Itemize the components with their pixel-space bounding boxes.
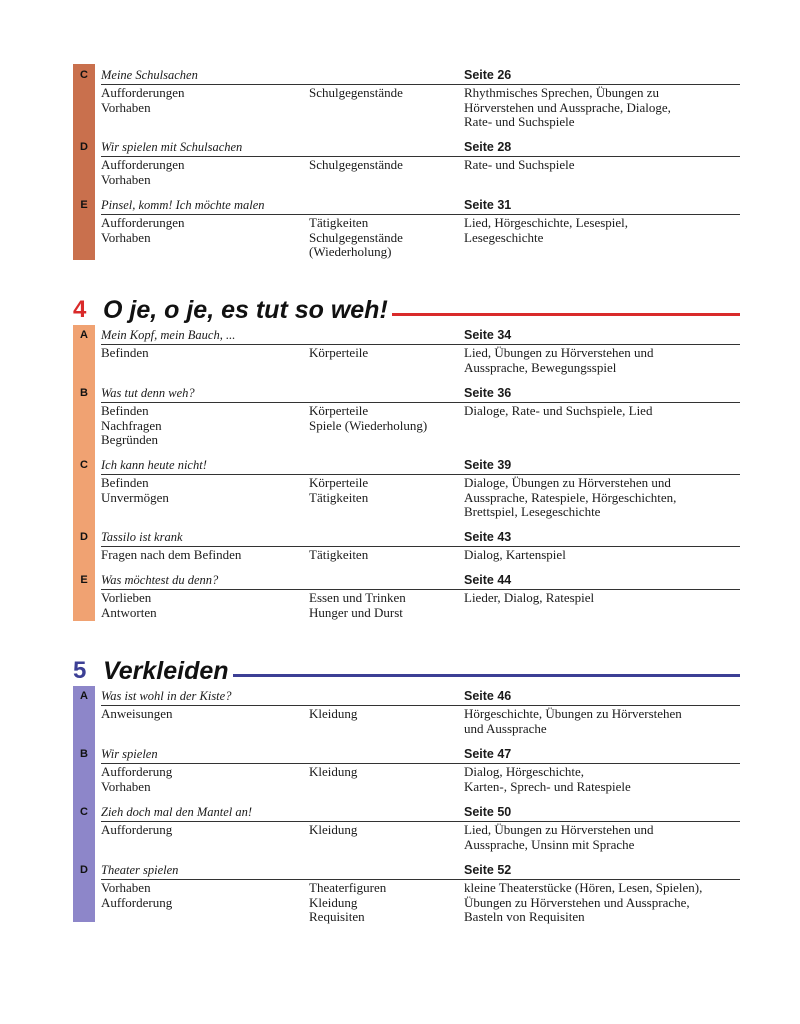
lesson-activities: Dialog, Kartenspiel [464, 547, 566, 562]
lesson-vocabulary: Schulgegenstände [309, 157, 403, 172]
lesson-title: Meine Schulsachen [101, 68, 198, 82]
lesson-title: Ich kann heute nicht! [101, 458, 207, 472]
lesson-5d [73, 862, 740, 932]
lesson-activities: Dialoge, Rate- und Suchspiele, Lied [464, 403, 653, 418]
section-title: Verkleiden [103, 655, 233, 687]
lesson-letter: C [80, 806, 88, 818]
lesson-divider [101, 589, 740, 590]
lesson-title: Was ist wohl in der Kiste? [101, 689, 232, 703]
lesson-vocabulary: Schulgegenstände [309, 85, 403, 100]
lesson-divider [101, 763, 740, 764]
lesson-activities: Rate- und Suchspiele [464, 157, 575, 172]
lesson-letter: D [80, 531, 88, 543]
lesson-intentions: Fragen nach dem Befinden [101, 547, 242, 562]
lesson-activities: Lieder, Dialog, Ratespiel [464, 590, 595, 605]
lesson-page: Seite 46 [464, 689, 512, 703]
lesson-intentions: Befinden [101, 345, 149, 360]
lesson-vocabulary: Körperteile [309, 345, 369, 360]
lesson-page: Seite 26 [464, 68, 512, 82]
lesson-vocabulary: Tätigkeiten [309, 547, 369, 562]
lesson-page: Seite 36 [464, 386, 512, 400]
section-number: 5 [73, 657, 87, 684]
lesson-title: Was möchtest du denn? [101, 573, 219, 587]
section-5-heading [73, 655, 740, 691]
lesson-activities: Lied, Hörgeschichte, Lesespiel, Lesegeschichte [464, 215, 629, 245]
lesson-letter: E [80, 199, 88, 211]
lesson-intentions: Aufforderung [101, 822, 173, 837]
lesson-page: Seite 52 [464, 863, 512, 877]
lesson-divider [101, 214, 740, 215]
lesson-activities: Hörgeschichte, Übungen zu Hörverstehen und Aussprache [464, 706, 682, 736]
lesson-letter: A [80, 329, 88, 341]
lesson-letter: A [80, 690, 88, 702]
lesson-intentions: Befinden Nachfragen Begründen [101, 403, 162, 447]
lesson-4a [73, 327, 740, 383]
lesson-page: Seite 50 [464, 805, 512, 819]
lesson-vocabulary: Theaterfiguren Kleidung Requisiten [309, 880, 387, 924]
lesson-3d [73, 139, 740, 195]
lesson-letter: D [80, 864, 88, 876]
lesson-page: Seite 28 [464, 140, 512, 154]
lesson-letter: C [80, 459, 88, 471]
lesson-letter: D [80, 141, 88, 153]
lesson-3e [73, 197, 740, 267]
lesson-4b [73, 385, 740, 455]
lesson-title: Tassilo ist krank [101, 530, 183, 544]
lesson-page: Seite 44 [464, 573, 512, 587]
lesson-intentions: Anweisungen [101, 706, 173, 721]
lesson-title: Wir spielen mit Schulsachen [101, 140, 243, 154]
section-title: O je, o je, es tut so weh! [103, 294, 392, 326]
lesson-page: Seite 43 [464, 530, 512, 544]
lesson-title: Wir spielen [101, 747, 158, 761]
lesson-4e [73, 572, 740, 628]
lesson-page: Seite 31 [464, 198, 512, 212]
lesson-activities: Rhythmisches Sprechen, Übungen zu Hörverstehen und Aussprache, Dialoge, Rate- und Suchspiele [464, 85, 671, 129]
lesson-intentions: Aufforderungen Vorhaben [101, 215, 185, 245]
lesson-letter: B [80, 748, 88, 760]
lesson-vocabulary: Essen und Trinken Hunger und Durst [309, 590, 406, 620]
lesson-4c [73, 457, 740, 527]
lesson-title: Theater spielen [101, 863, 179, 877]
section-4-heading [73, 294, 740, 330]
lesson-5c [73, 804, 740, 860]
lesson-title: Pinsel, komm! Ich möchte malen [101, 198, 265, 212]
lesson-activities: kleine Theaterstücke (Hören, Lesen, Spielen), Übungen zu Hörverstehen und Aussprache, Basteln von Requisiten [464, 880, 703, 924]
lesson-title: Mein Kopf, mein Bauch, ... [101, 328, 236, 342]
lesson-activities: Dialoge, Übungen zu Hörverstehen und Aussprache, Ratespiele, Hörgeschichten, Brettspiel, Lesegeschichte [464, 475, 677, 519]
lesson-vocabulary: Körperteile Tätigkeiten [309, 475, 369, 505]
lesson-5a [73, 688, 740, 744]
lesson-page: Seite 47 [464, 747, 512, 761]
lesson-vocabulary: Tätigkeiten Schulgegenstände (Wiederholung) [309, 215, 403, 259]
lesson-activities: Dialog, Hörgeschichte, Karten-, Sprech- und Ratespiele [464, 764, 631, 794]
lesson-intentions: Aufforderungen Vorhaben [101, 157, 185, 187]
lesson-divider [101, 156, 740, 157]
lesson-vocabulary: Kleidung [309, 706, 358, 721]
lesson-vocabulary: Kleidung [309, 822, 358, 837]
lesson-title: Zieh doch mal den Mantel an! [101, 805, 253, 819]
section-number: 4 [73, 296, 87, 323]
lesson-activities: Lied, Übungen zu Hörverstehen und Aussprache, Bewegungsspiel [464, 345, 654, 375]
lesson-5b [73, 746, 740, 802]
lesson-intentions: Befinden Unvermögen [101, 475, 169, 505]
lesson-4d [73, 529, 740, 571]
lesson-vocabulary: Kleidung [309, 764, 358, 779]
lesson-letter: B [80, 387, 88, 399]
lesson-intentions: Aufforderungen Vorhaben [101, 85, 185, 115]
lesson-3c [73, 67, 740, 137]
lesson-activities: Lied, Übungen zu Hörverstehen und Aussprache, Unsinn mit Sprache [464, 822, 654, 852]
lesson-page: Seite 34 [464, 328, 512, 342]
lesson-title: Was tut denn weh? [101, 386, 195, 400]
lesson-letter: C [80, 69, 88, 81]
lesson-letter: E [80, 574, 88, 586]
lesson-intentions: Vorlieben Antworten [101, 590, 157, 620]
lesson-intentions: Aufforderung Vorhaben [101, 764, 173, 794]
lesson-intentions: Vorhaben Aufforderung [101, 880, 173, 910]
lesson-vocabulary: Körperteile Spiele (Wiederholung) [309, 403, 428, 433]
lesson-page: Seite 39 [464, 458, 512, 472]
